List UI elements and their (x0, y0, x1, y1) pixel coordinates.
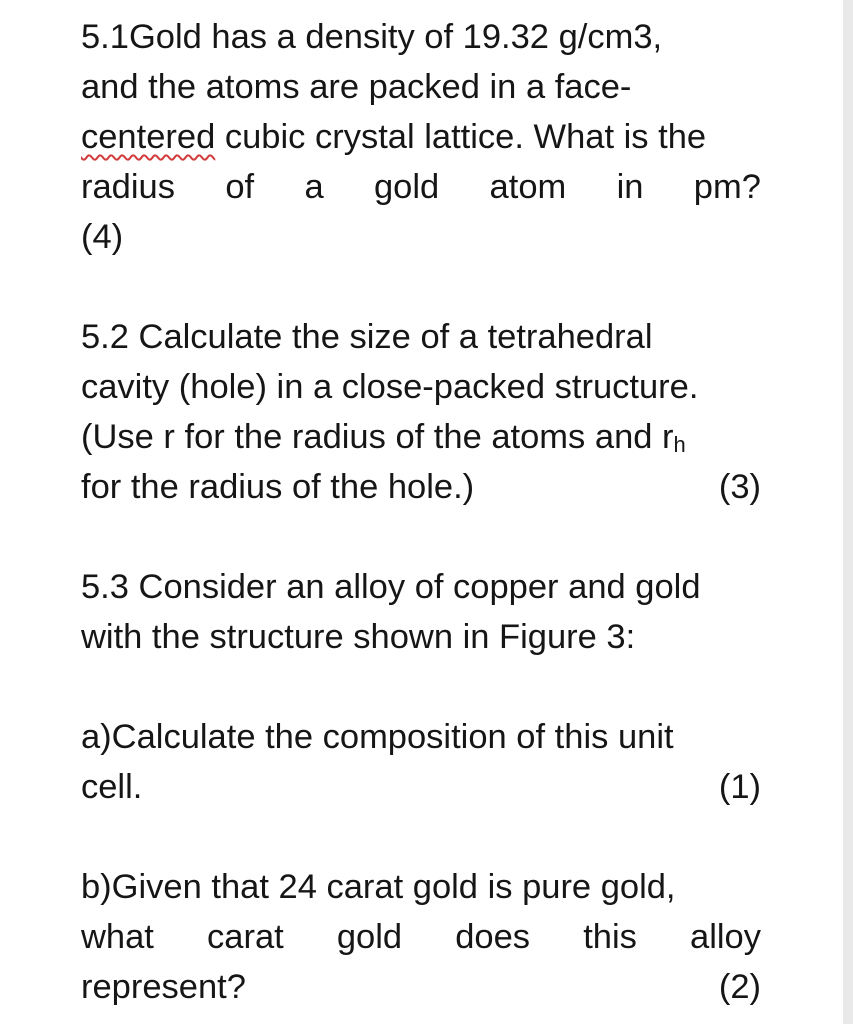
q1-line-1 (81, 12, 761, 62)
q1-line-4 (81, 162, 761, 212)
qb-word: does (455, 918, 531, 956)
qb-line-3-text: represent? (81, 968, 246, 1006)
qb-line-1: b)Given that 24 carat gold is pure gold, (81, 868, 676, 906)
q2-line-3-text: (Use r for the radius of the atoms and r (81, 418, 674, 456)
q1-word: pm? (693, 168, 761, 206)
qb-word: this (583, 918, 637, 956)
q1-word: of (225, 168, 255, 206)
q2-marks: (3) (718, 468, 761, 506)
qb-word: alloy (690, 918, 761, 956)
qb-marks: (2) (718, 968, 761, 1006)
q1-word: gold (373, 168, 440, 206)
qb-word: carat (207, 918, 284, 956)
q2-line-4-text: for the radius of the hole.) (81, 468, 475, 506)
q2-line-3 (81, 412, 761, 462)
q1-line-3-text: cubic crystal lattice. What is the (215, 118, 707, 156)
qa-marks: (1) (718, 768, 761, 806)
spellcheck-flagged-word[interactable]: centered (81, 118, 216, 156)
question-5-1 (81, 12, 761, 262)
q1-word: radius (81, 168, 175, 206)
qa-line-2 (81, 762, 761, 812)
q1-line-1-text: 5.1Gold has a density of 19.32 g/cm3, (81, 18, 663, 56)
document-page (81, 12, 761, 1012)
question-5-3-b (81, 862, 761, 1012)
q3-line-1: 5.3 Consider an alloy of copper and gold (81, 568, 701, 606)
question-5-3-a (81, 712, 761, 812)
q2-line-4 (81, 462, 761, 512)
subscript-h: h (673, 432, 686, 457)
q1-word: in (616, 168, 644, 206)
qb-word: gold (336, 918, 403, 956)
q1-word: atom (489, 168, 567, 206)
q1-marks: (4) (81, 218, 124, 256)
page-edge-rule (843, 0, 853, 1024)
qb-word: what (81, 918, 154, 956)
question-5-2 (81, 312, 761, 512)
qa-line-2-text: cell. (81, 768, 143, 806)
q1-word: a (304, 168, 324, 206)
question-5-3 (81, 562, 761, 662)
q3-line-2: with the structure shown in Figure 3: (81, 618, 636, 656)
q1-line-2 (81, 62, 761, 112)
q2-line-2: cavity (hole) in a close-packed structure. (81, 368, 699, 406)
q2-line-1: 5.2 Calculate the size of a tetrahedral (81, 318, 653, 356)
q1-line-2-text: and the atoms are packed in a face- (81, 68, 632, 106)
qb-line-3 (81, 962, 761, 1012)
qa-line-1: a)Calculate the composition of this unit (81, 718, 674, 756)
qb-line-2 (81, 912, 761, 962)
q1-line-3 (81, 112, 761, 162)
